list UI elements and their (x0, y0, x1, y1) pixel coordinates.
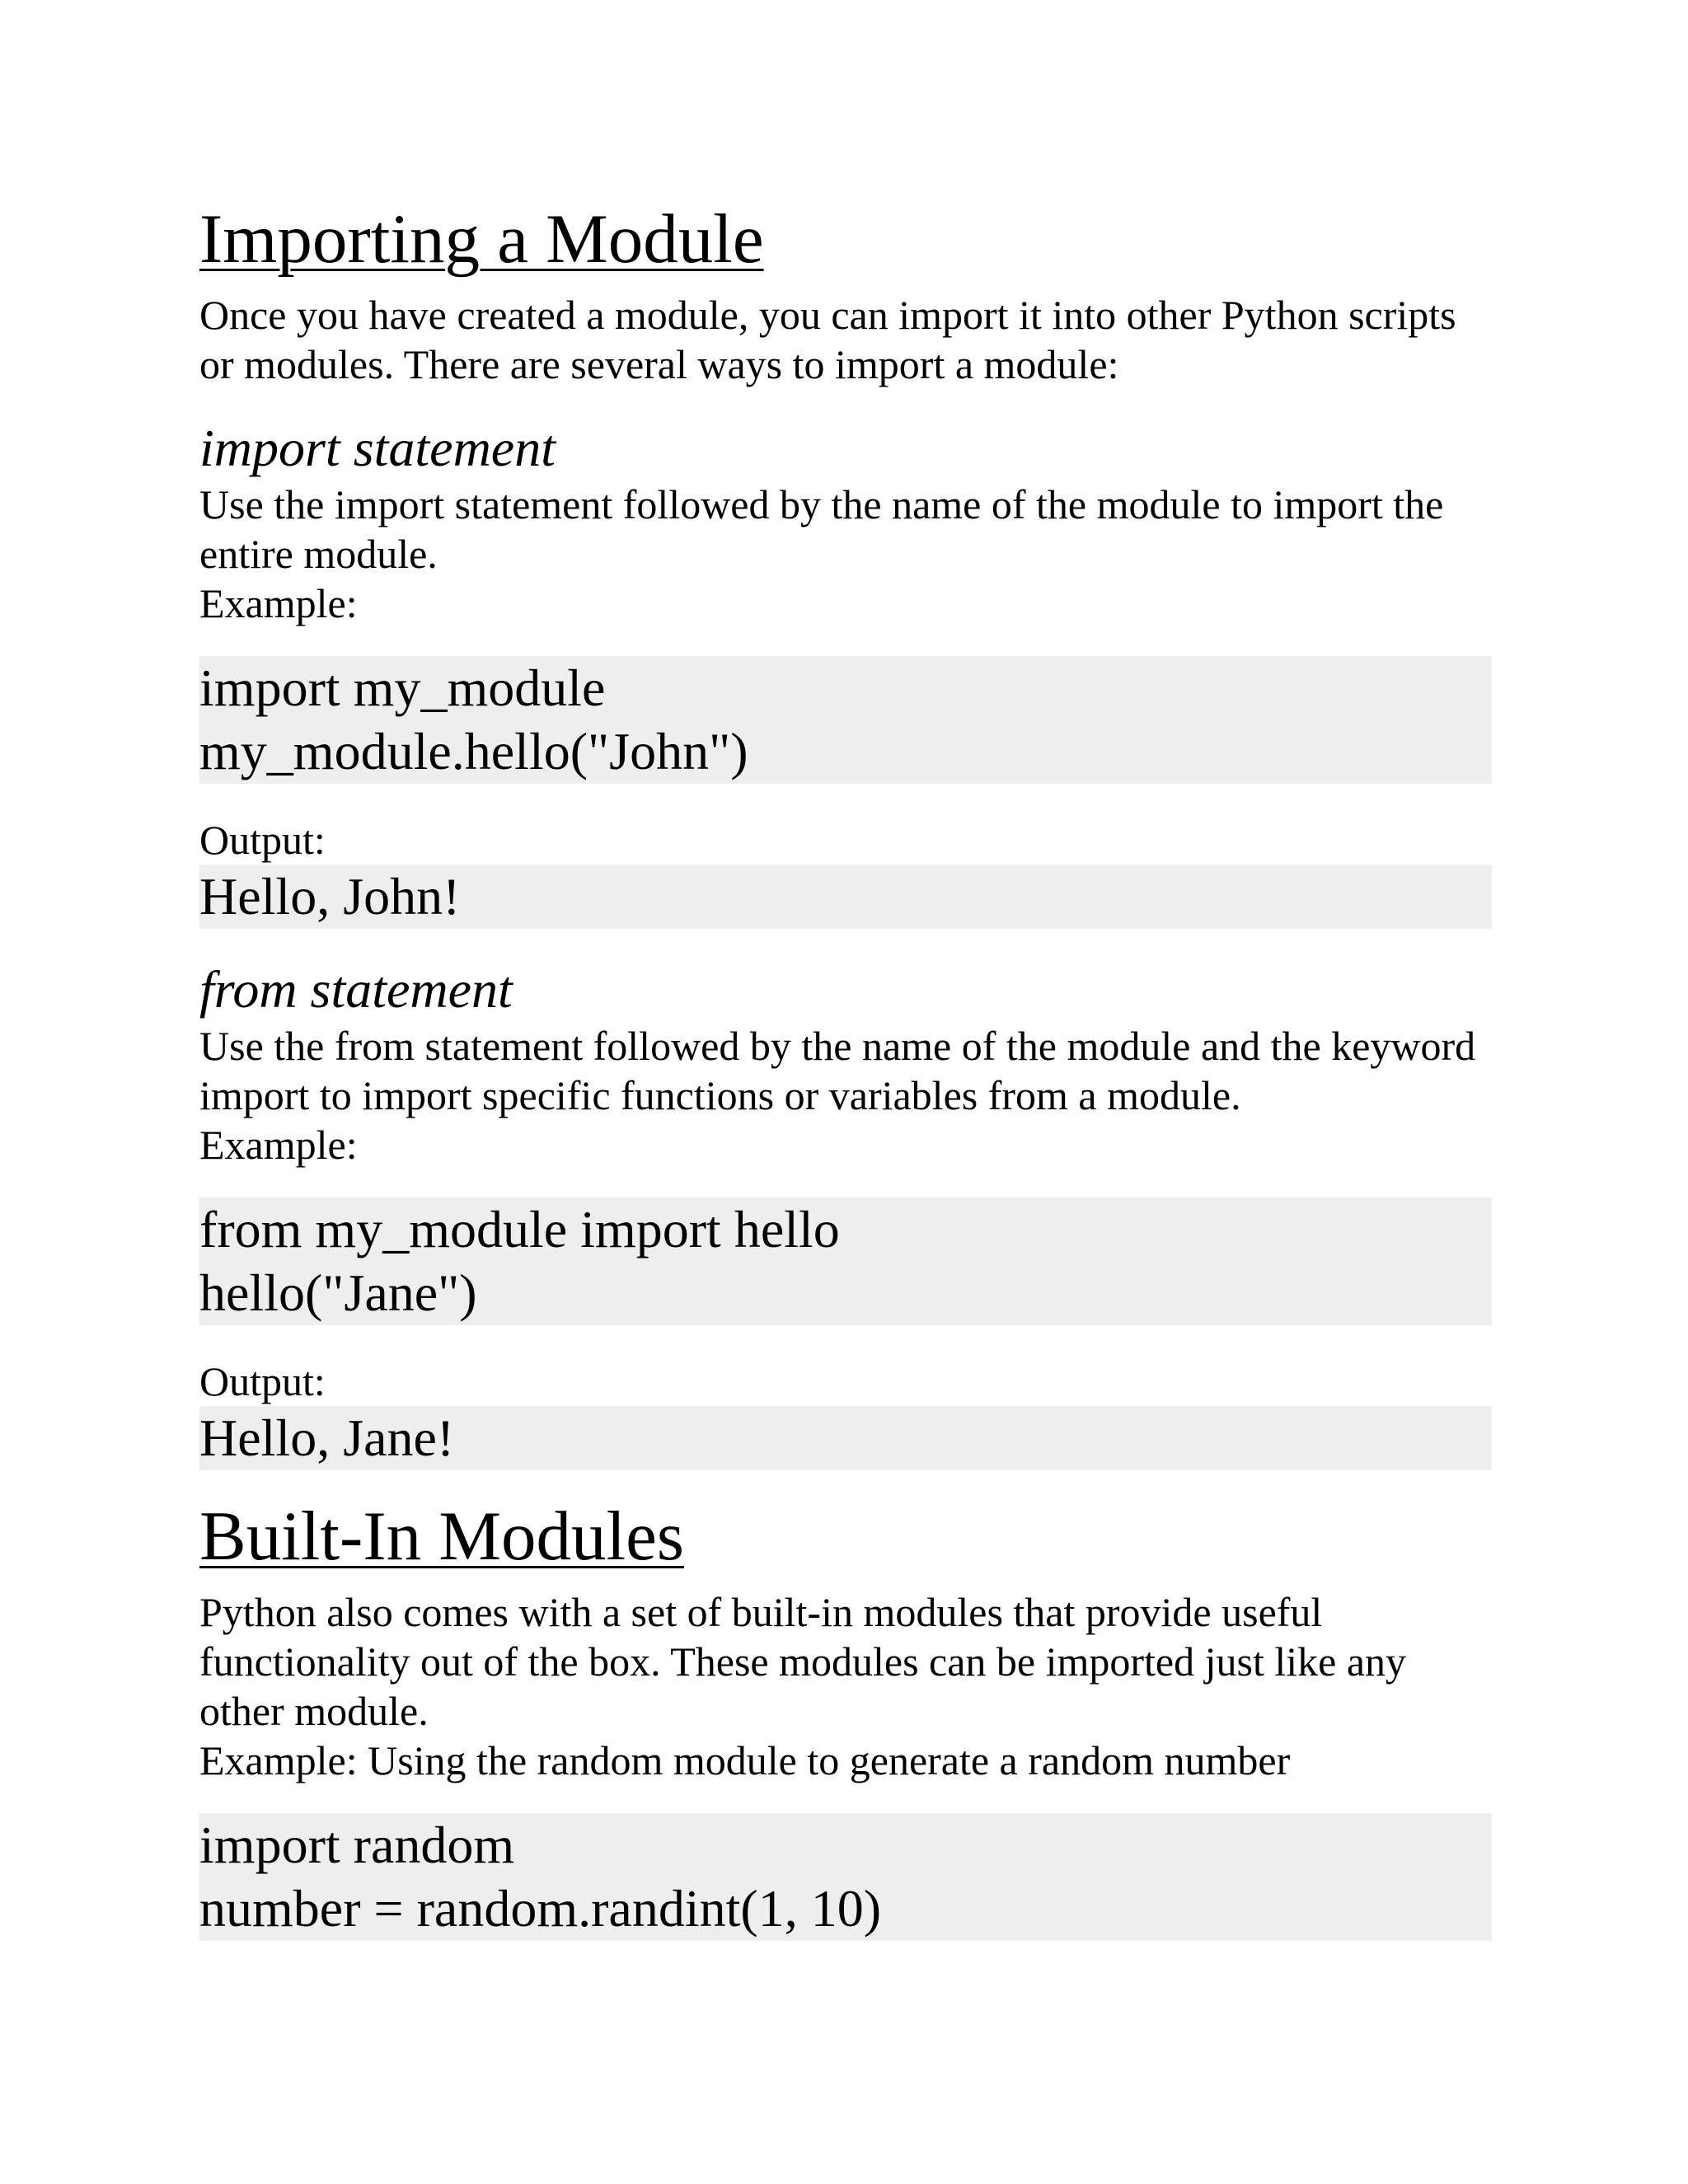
from-statement-description (199, 1021, 1492, 1169)
code-line: from my_module import hello (199, 1200, 840, 1258)
code-line: import random (199, 1816, 515, 1874)
section-title-built-in-modules: Built-In Modules (199, 1497, 684, 1575)
code-block (199, 656, 1492, 784)
code-line: import my_module (199, 658, 606, 717)
section1-intro (199, 290, 1492, 389)
paragraph-line: Once you have created a module, you can import it into other Python scripts (199, 292, 1456, 338)
subheading-from-statement: from statement (199, 960, 513, 1019)
import-statement-description (199, 480, 1492, 628)
subheading-import-statement: import statement (199, 419, 556, 477)
output-block: Hello, Jane! (199, 1406, 1492, 1470)
output-label: Output: (199, 817, 326, 863)
code-line: hello("Jane") (199, 1263, 477, 1322)
section-title-importing-a-module: Importing a Module (199, 200, 764, 278)
paragraph-line: functionality out of the box. These modules can be imported just like any (199, 1638, 1407, 1685)
example-label: Example: (199, 1122, 358, 1168)
code-line: my_module.hello("John") (199, 722, 748, 780)
output-block: Hello, John! (199, 865, 1492, 929)
document-page (199, 198, 1492, 1941)
code-line: number = random.randint(1, 10) (199, 1879, 881, 1938)
example-label: Example: (199, 580, 358, 626)
section2-intro (199, 1587, 1492, 1785)
paragraph-line: other module. (199, 1688, 429, 1734)
code-block (199, 1197, 1492, 1325)
example-label: Example: Using the random module to generate a random number (199, 1737, 1291, 1783)
paragraph-line: Python also comes with a set of built-in modules that provide useful (199, 1589, 1323, 1635)
paragraph-line: Use the import statement followed by the name of the module to import the (199, 481, 1444, 527)
output-label: Output: (199, 1358, 326, 1404)
paragraph-line: entire module. (199, 531, 438, 577)
code-block (199, 1813, 1492, 1941)
paragraph-line: or modules. There are several ways to import a module: (199, 341, 1119, 387)
paragraph-line: import to import specific functions or variables from a module. (199, 1072, 1241, 1118)
paragraph-line: Use the from statement followed by the name of the module and the keyword (199, 1023, 1476, 1069)
